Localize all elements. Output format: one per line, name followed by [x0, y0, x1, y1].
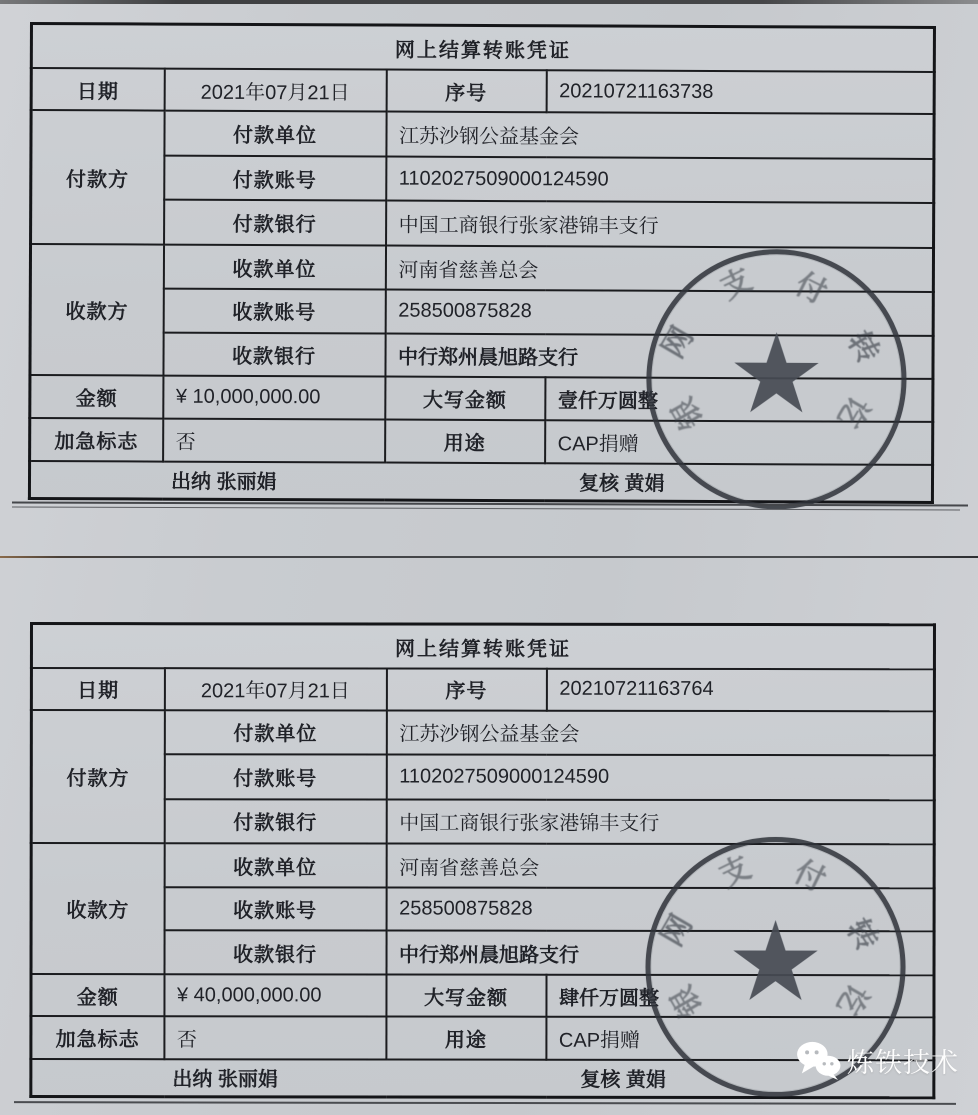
stamp-ring-char: 讫 — [830, 390, 875, 434]
amount-words-label: 大写金额 — [386, 974, 546, 1017]
payee-bank-value: 中行郑州晨旭路支行 — [385, 333, 933, 379]
payer-account-label: 付款账号 — [164, 155, 386, 201]
payee-account-value: 258500875828 — [386, 887, 934, 931]
payee-bank-label: 收款银行 — [164, 931, 386, 975]
wechat-icon — [796, 1040, 842, 1080]
payer-bank-label: 付款银行 — [164, 200, 386, 246]
payer-bank-label: 付款银行 — [164, 799, 386, 844]
stamp-ring-char: 转 — [840, 913, 884, 957]
scan-line — [12, 507, 960, 511]
purpose-label: 用途 — [385, 420, 545, 463]
stamp-ring-char: 转 — [841, 325, 885, 369]
payer-account-label: 付款账号 — [164, 754, 386, 799]
reviewer-signature: 复核 黄娟 — [580, 1069, 666, 1092]
urgent-flag-value: 否 — [163, 419, 385, 463]
photo-top-edge — [0, 0, 978, 4]
payer-group-label: 付款方 — [31, 110, 165, 245]
date-value: 2021年07月21日 — [164, 668, 386, 710]
amount-words-value: 肆仟万圆整 — [546, 975, 934, 1018]
payee-unit-value: 河南省慈善总会 — [385, 246, 933, 292]
stamp-ring-char: 支 — [714, 851, 757, 894]
stamp-ring-char: 银 — [665, 979, 709, 1023]
payee-unit-label: 收款单位 — [164, 843, 386, 887]
urgent-flag-label: 加急标志 — [31, 1016, 164, 1059]
stamp-ring-char: 网 — [655, 909, 699, 952]
payee-unit-value: 河南省慈善总会 — [386, 844, 934, 888]
payer-account-value: 1102027509000124590 — [386, 755, 934, 800]
star-icon: ★ — [726, 897, 825, 1026]
urgent-flag-value: 否 — [164, 1017, 386, 1060]
payee-account-value: 258500875828 — [385, 289, 933, 335]
payer-unit-label: 付款单位 — [164, 710, 386, 755]
voucher-title: 网上结算转账凭证 — [31, 624, 934, 670]
payer-bank-value: 中国工商银行张家港锦丰支行 — [386, 201, 934, 248]
purpose-value: CAP捐赠 — [546, 1017, 934, 1060]
watermark — [796, 1040, 959, 1080]
payee-unit-label: 收款单位 — [163, 245, 385, 290]
purpose-label: 用途 — [386, 1017, 546, 1060]
payer-unit-label: 付款单位 — [164, 111, 386, 157]
payer-unit-value: 江苏沙钢公益基金会 — [386, 111, 934, 158]
cashier-signature: 出纳 张丽娟 — [172, 1069, 278, 1092]
stamp-ring-char: 网 — [656, 321, 700, 364]
payee-account-label: 收款账号 — [164, 887, 386, 931]
reviewer-signature: 复核 黄娟 — [578, 473, 665, 496]
stamp-ring-char: 银 — [666, 391, 710, 435]
payer-account-value: 1102027509000124590 — [386, 156, 934, 203]
amount-value: ¥ 10,000,000.00 — [163, 376, 385, 420]
signatures-row — [29, 461, 932, 503]
serial-label: 序号 — [386, 70, 546, 112]
scan-line — [14, 1101, 956, 1105]
urgent-flag-label: 加急标志 — [30, 418, 163, 461]
payee-group-label: 收款方 — [30, 244, 164, 376]
payee-bank-value: 中行郑州晨旭路支行 — [386, 931, 934, 975]
payee-account-label: 收款账号 — [163, 289, 385, 334]
payer-group-label: 付款方 — [31, 710, 164, 844]
payee-bank-label: 收款银行 — [163, 332, 385, 377]
cashier-signature: 出纳 张丽娟 — [170, 471, 277, 494]
payer-unit-value: 江苏沙钢公益基金会 — [386, 710, 934, 755]
amount-value: ¥ 40,000,000.00 — [164, 974, 386, 1017]
amount-label: 金额 — [31, 974, 164, 1017]
serial-label: 序号 — [386, 669, 546, 711]
serial-value: 20210721163738 — [546, 71, 934, 114]
stamp-ring-char: 支 — [715, 263, 758, 307]
transfer-voucher-2 — [29, 622, 936, 1099]
date-label: 日期 — [31, 68, 164, 110]
star-icon: ★ — [726, 309, 827, 438]
payee-group-label: 收款方 — [31, 843, 164, 974]
voucher-table — [29, 622, 936, 1099]
stamp-ring-char: 讫 — [830, 978, 874, 1021]
date-value: 2021年07月21日 — [164, 69, 386, 112]
stamp-ring-char: 付 — [789, 855, 831, 899]
amount-label: 金额 — [30, 375, 163, 418]
amount-words-value: 壹仟万圆整 — [545, 378, 933, 422]
transfer-voucher-1 — [28, 22, 936, 504]
date-label: 日期 — [31, 668, 164, 710]
amount-words-label: 大写金额 — [385, 377, 545, 420]
paper-edge — [0, 556, 978, 558]
serial-value: 20210721163764 — [546, 669, 934, 711]
stamp-ring-char: 付 — [790, 267, 832, 311]
watermark-text: 炼铁技术 — [847, 1047, 959, 1078]
purpose-value: CAP捐赠 — [545, 420, 933, 464]
payer-bank-value: 中国工商银行张家港锦丰支行 — [386, 799, 934, 844]
voucher-table — [28, 22, 936, 504]
voucher-title: 网上结算转账凭证 — [31, 24, 934, 73]
